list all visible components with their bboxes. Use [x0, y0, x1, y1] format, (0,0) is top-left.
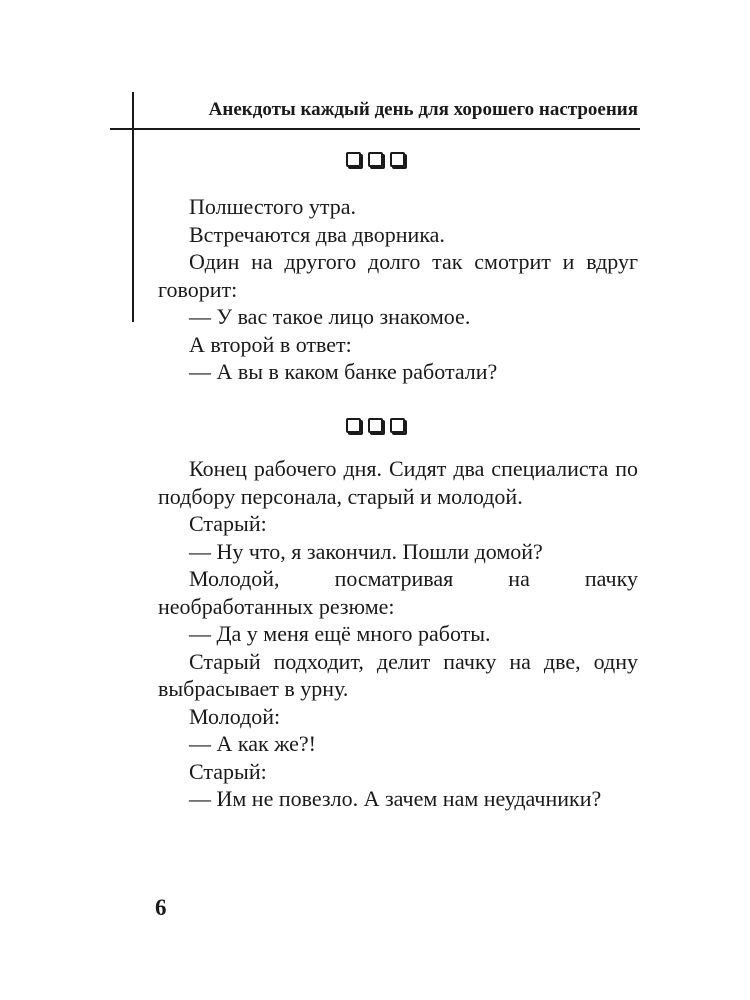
margin-vertical-rule [132, 92, 134, 322]
dialogue-line: — У вас такое лицо знакомое. [189, 304, 471, 329]
dialogue-line: — Им не повезло. А зачем нам неудачники? [189, 786, 602, 811]
ornament-box-icon [390, 152, 405, 167]
page-number: 6 [155, 895, 167, 920]
section-separator [0, 152, 750, 167]
section-separator [0, 418, 750, 433]
ornament-box-icon [368, 418, 383, 433]
paragraph: Молодой: [189, 703, 281, 729]
dialogue-line: — Да у меня ещё много работы. [189, 621, 491, 646]
paragraph: Молодой, посматривая на пачку необработанных резюме: [158, 566, 638, 619]
ornament-box-icon [346, 418, 361, 433]
header-horizontal-rule [110, 128, 640, 130]
paragraph: А второй в ответ: [189, 331, 352, 357]
ornament-box-icon [368, 152, 383, 167]
dialogue-line: — А вы в каком банке работали? [189, 359, 498, 384]
paragraph: Встречаются два дворника. [189, 221, 445, 247]
anecdote-2 [158, 455, 638, 813]
anecdote-1 [158, 193, 638, 386]
ornament-box-icon [390, 418, 405, 433]
ornament-box-icon [346, 152, 361, 167]
dialogue-line: — А как же?! [189, 731, 316, 756]
paragraph: Полшестого утра. [189, 194, 357, 219]
running-head-title: Анекдоты каждый день для хорошего настроения [208, 99, 638, 120]
paragraph: Один на другого долго так смотрит и вдруг говорит: [158, 249, 638, 302]
dialogue-line: — Ну что, я закончил. Пошли домой? [189, 538, 543, 564]
paragraph: Старый: [189, 511, 267, 536]
paragraph: Старый подходит, делит пачку на две, одну выбрасывает в урну. [158, 648, 638, 701]
paragraph: Старый: [189, 758, 267, 784]
paragraph: Конец рабочего дня. Сидят два специалиста по подбору персонала, старый и молодой. [158, 456, 638, 509]
